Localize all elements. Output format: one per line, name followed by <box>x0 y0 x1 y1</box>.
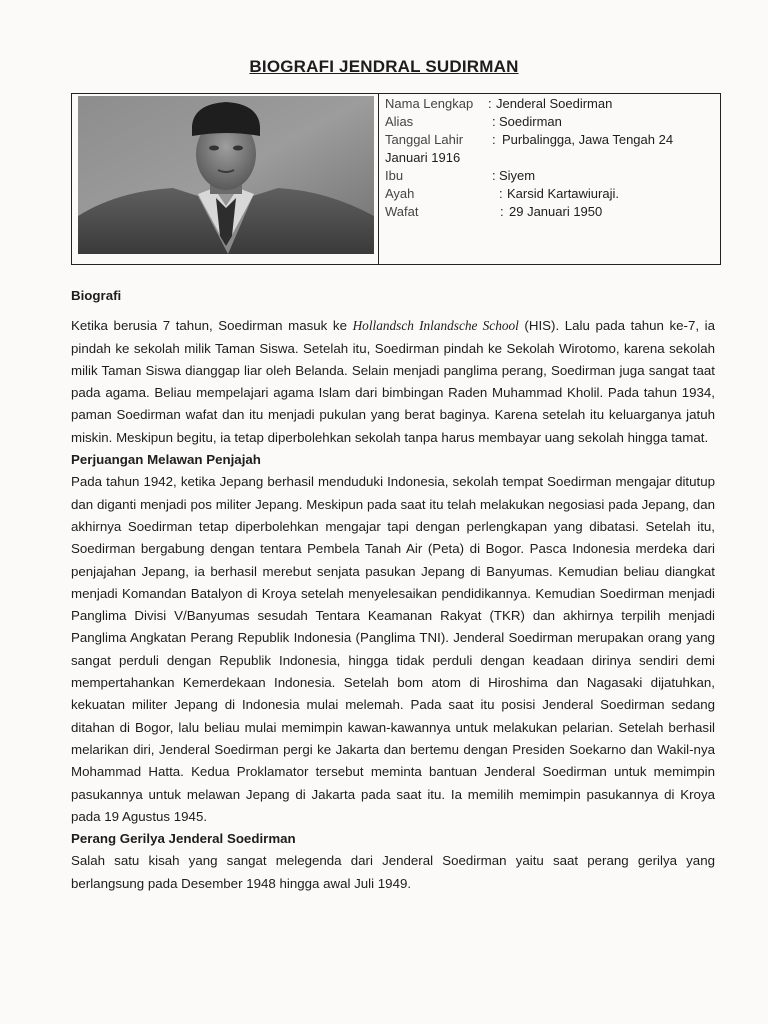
section-heading-perjuangan: Perjuangan Melawan Penjajah <box>71 452 261 468</box>
info-separator: : <box>492 132 496 147</box>
section-heading-biografi: Biografi <box>71 288 122 303</box>
info-separator: : <box>499 186 503 201</box>
photo-cell <box>72 94 379 264</box>
portrait-photo <box>78 96 374 254</box>
info-row-ibu <box>385 167 716 185</box>
document-body <box>71 285 715 895</box>
info-value: Soedirman <box>499 114 562 129</box>
info-label: Wafat <box>385 204 419 219</box>
paragraph-biografi <box>71 315 715 449</box>
section-heading-gerilya: Perang Gerilya Jenderal Soedirman <box>71 831 296 847</box>
info-label: Ibu <box>385 168 404 183</box>
document-title: BIOGRAFI JENDRAL SUDIRMAN <box>249 57 519 76</box>
info-row-wafat <box>385 203 716 221</box>
paragraph-gerilya: Salah satu kisah yang sangat melegenda dari Jenderal Soedirman yaitu saat perang gerilya yang berlangsung pada Desember 1948 hingga awal Juli 1949. <box>71 853 715 891</box>
info-value: Jenderal Soedirman <box>496 96 613 111</box>
info-label: Nama Lengkap <box>385 96 474 111</box>
info-separator: : <box>488 96 492 111</box>
info-label: Alias <box>385 114 414 129</box>
info-value: Karsid Kartawiuraji. <box>507 186 619 201</box>
info-row-alias <box>385 113 716 131</box>
school-name: Hollandsch Inlandsche School <box>352 318 519 334</box>
info-label: Ayah <box>385 186 415 201</box>
info-separator: : <box>500 204 504 219</box>
info-row-nama <box>385 95 716 113</box>
paragraph-text: (HIS). Lalu pada tahun ke-7, ia pindah ke sekolah milik Taman Siswa. Setelah itu, Soedirman pindah ke Sekolah Wirotomo, karena sekolah milik Taman Siswa dianggap liar oleh Belanda. Selain menjadi panglima perang, Soedirman juga sangat taat pada agama. Beliau mempelajari agama Islam dari bimbingan Raden Muhammad Kholil. Pada tahun 1934, paman Soedirman wafat dan itu menjadi pukulan yang berat baginya. Karena setelah itu keluarganya jatuh miskin. Meskipun begitu, ia tetap diperbolehkan sekolah tanpa harus membayar uang sekolah hingga tamat. <box>71 318 715 445</box>
info-row-ayah <box>385 185 716 203</box>
info-separator: : <box>492 114 496 129</box>
info-separator: : <box>492 168 496 183</box>
profile-table <box>71 93 721 265</box>
info-label: Tanggal Lahir <box>385 132 464 147</box>
info-value: Siyem <box>499 168 536 183</box>
paragraph-perjuangan: Pada tahun 1942, ketika Jepang berhasil menduduki Indonesia, sekolah tempat Soedirman mengajar ditutup dan diganti menjadi pos militer Jepang. Meskipun pada saat itu telah melakukan negosiasi pada Jepang, dan akhirnya Soedirman tetap diperbolehkan mengajar tapi dengan perlengkapan yang dibatasi. Setelah itu, Soedirman bergabung dengan tentara Pembela Tanah Air (Peta) di Bogor. Pasca Indonesia merdeka dari penjajahan Jepang, ia berhasil merebut senjata pasukan Jepang di Banyumas. Kemudian beliau diangkat menjadi Komandan Batalyon di Kroya setelah menyelesaikan pendidikannya. Kemudian Soedirman menjadi Panglima Divisi V/Banyumas sesudah Tentara Keamanan Rakyat (TKR) dan akhirnya terpilih menjadi Panglima Angkatan Perang Republik Indonesia (Panglima TNI). Jenderal Soedirman merupakan orang yang sangat perduli dengan Republik Indonesia, hingga tidak perduli dengan keadaan dirinya sendiri demi mempertahankan Kemerdekaan Indonesia. Setelah bom atom di Hiroshima dan Nagasaki dijatuhkan, kekuatan militer Jepang di Indonesia mulai melemah. Pada saat itu posisi Jenderal Soedirman sedang ditahan di Bogor, lalu beliau mulai memimpin kawan-kawannya untuk melakukan pelarian. Setelah berhasil melarikan diri, Jenderal Soedirman pergi ke Jakarta dan bertemu dengan Presiden Soekarno dan Wakil-nya Mohammad Hatta. Kedua Proklamator tersebut meminta bantuan Jenderal Soedirman untuk memimpin pasukannya untuk melawan Jepang di Jakarta pada saat itu. Ia memilih memimpin pasukannya di Kroya pada 19 Agustus 1945. <box>71 474 715 824</box>
info-cell <box>379 94 720 264</box>
info-value: Purbalingga, Jawa Tengah 24 Januari 1916 <box>385 132 674 165</box>
info-row-tanggal-lahir <box>385 131 716 167</box>
paragraph-text: Ketika berusia 7 tahun, Soedirman masuk ke <box>71 318 353 334</box>
info-value: 29 Januari 1950 <box>509 204 603 219</box>
